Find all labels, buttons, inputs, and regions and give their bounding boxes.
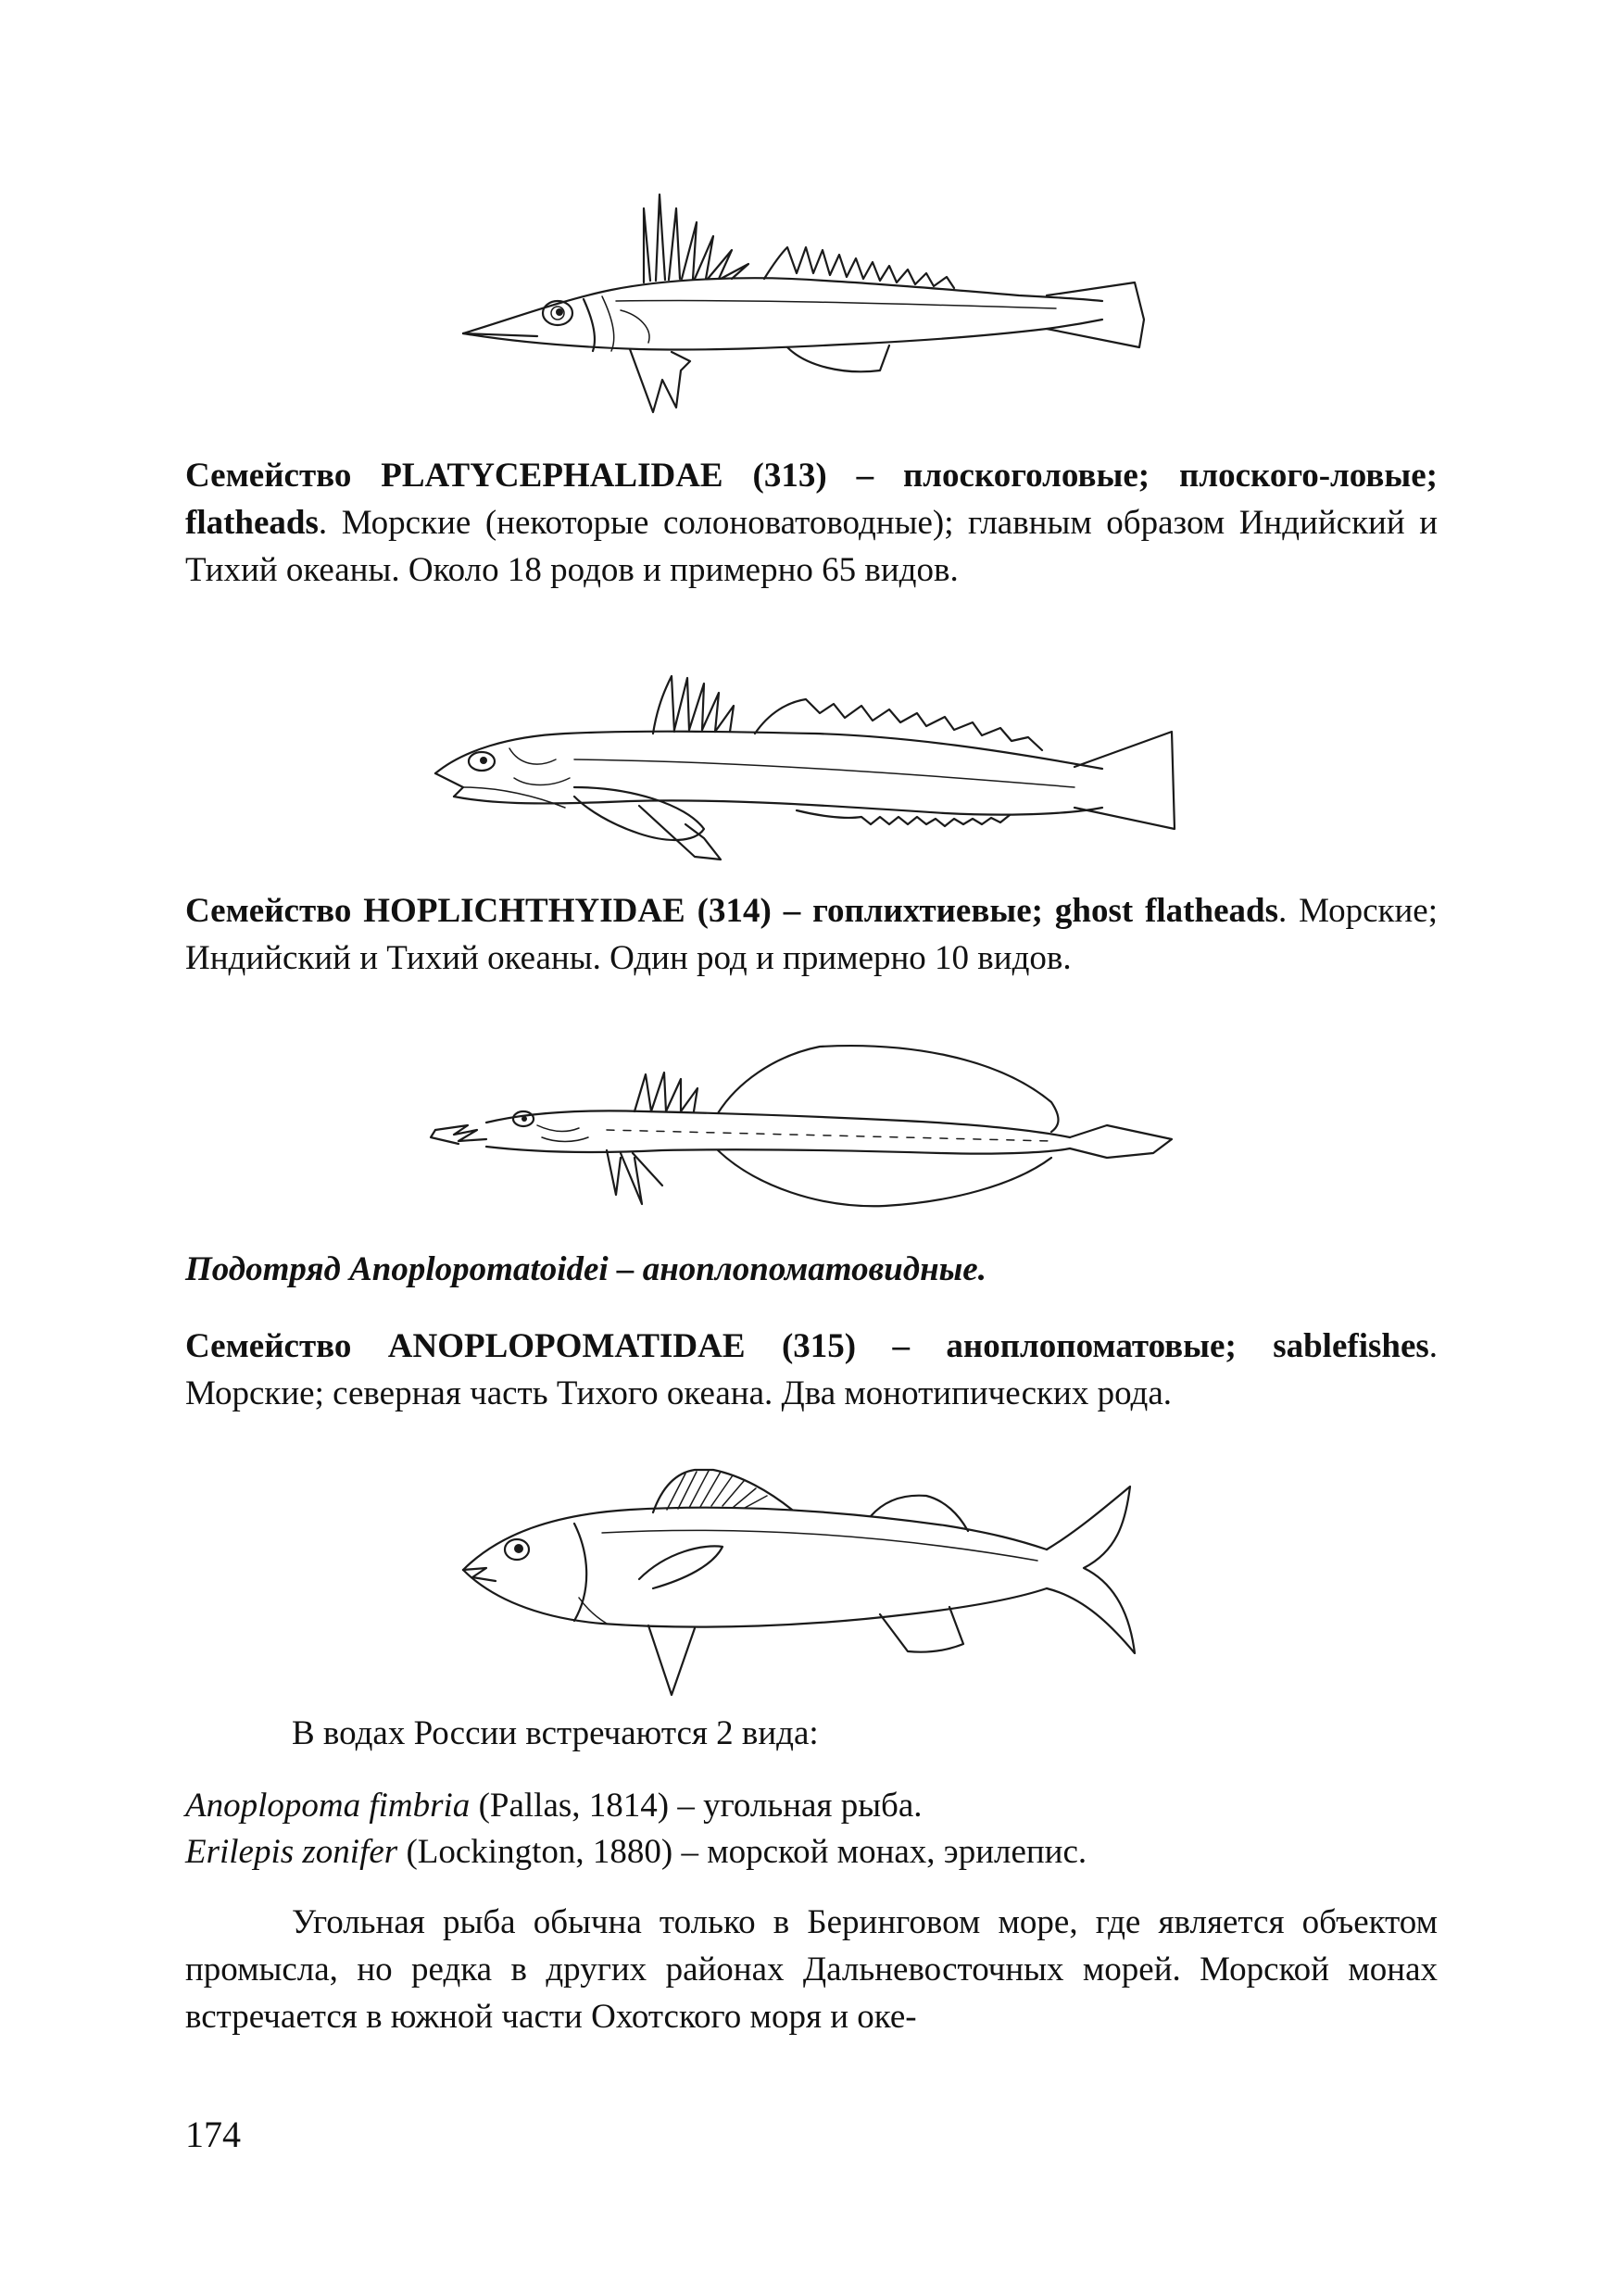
figure-hoplichthyidae [426, 648, 1195, 871]
family-description: . Морские; Индийский и Тихий океаны. Один род и примерно 10 видов. [185, 892, 1438, 977]
family-common-name: – аноплопоматовые; sablefishes [892, 1327, 1429, 1365]
species-list [185, 1783, 1438, 1876]
figure-hoplichthyidae-2 [421, 1037, 1209, 1223]
family-number: (314) [697, 892, 772, 930]
species-latin-name: Anoplopoma fimbria [185, 1787, 471, 1825]
platycephalidae-entry [185, 452, 1438, 594]
family-prefix: Семейство [185, 1327, 352, 1365]
closing-paragraph-text: Угольная рыба обычна только в Беринговом море, где является объектом промысла, но редка в других районах Дальневосточных морей. Морской монах встречается в южной части Охотского моря и оке- [185, 1903, 1438, 2036]
family-name: PLATYCEPHALIDAE [381, 457, 723, 495]
family-description: . Морские (некоторые солоноватоводные); главным образом Индийский и Тихий океаны. Около 18 родов и примерно 65 видов. [185, 504, 1438, 589]
species-common-name: – угольная рыба. [677, 1787, 923, 1825]
species-item [185, 1829, 1438, 1876]
family-prefix: Семейство [185, 457, 352, 495]
hoplichthyidae-entry [185, 887, 1438, 982]
species-item [185, 1783, 1438, 1829]
page-number: 174 [185, 2114, 241, 2155]
family-common-name: – плоскоголовые; плоского-ловые; flatheads [185, 457, 1438, 542]
species-common-name: – морской монах, эрилепис. [681, 1833, 1087, 1871]
species-author: (Pallas, 1814) [478, 1787, 670, 1825]
figure-anoplopomatidae [445, 1459, 1176, 1709]
species-author: (Lockington, 1880) [406, 1833, 673, 1871]
figure-platycephalidae [454, 181, 1158, 431]
family-description: . Морские; северная часть Тихого океана. Два монотипических рода. [185, 1327, 1439, 1412]
russia-intro [292, 1710, 1438, 1757]
species-latin-name: Erilepis zonifer [185, 1833, 398, 1871]
family-number: (315) [781, 1327, 857, 1365]
anoplopomatidae-entry [185, 1323, 1438, 1417]
suborder-heading [185, 1246, 1438, 1293]
family-number: (313) [752, 457, 827, 495]
family-name: ANOPLOPOMATIDAE [387, 1327, 746, 1365]
suborder-name: Подотряд Anoplopomatoidei [185, 1250, 609, 1288]
family-prefix: Семейство [185, 892, 352, 930]
suborder-common-name: – аноплопоматовидные. [616, 1250, 986, 1288]
russia-intro-text: В водах России встречаются 2 вида: [292, 1714, 819, 1752]
family-name: HOPLICHTHYIDAE [363, 892, 685, 930]
family-common-name: – гоплихтиевые; ghost flatheads [783, 892, 1278, 930]
closing-paragraph [185, 1899, 1438, 2040]
